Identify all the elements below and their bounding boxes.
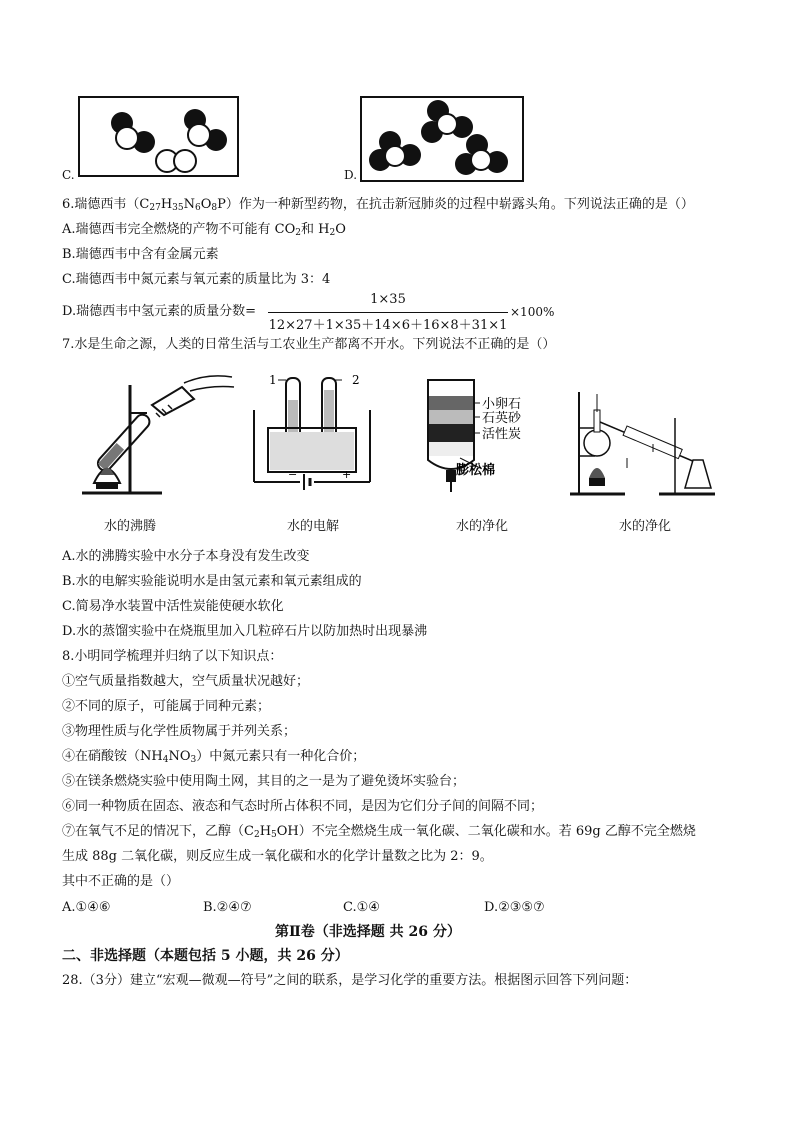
distillation-apparatus-figure: [565, 388, 725, 498]
layer-cotton-label: 膨松棉: [456, 463, 496, 478]
tube-2-label: 2: [352, 373, 360, 387]
fraction-denominator: 12×27＋1×35＋14×6＋16×8＋31×1: [268, 318, 508, 333]
q6-fraction: [268, 292, 508, 336]
q8-item-7-cont: 生成 88g 二氧化碳，则反应生成一氧化碳和水的化学计量数之比为 2：9。: [62, 849, 493, 864]
q8-option-d: D.②③⑤⑦: [484, 900, 545, 915]
part2-title: 第Ⅱ卷（非选择题 共 26 分）: [275, 924, 461, 940]
fraction-numerator: 1×35: [370, 292, 406, 307]
water-purifier-figure: [420, 378, 550, 498]
molecule-box-d: [360, 96, 524, 182]
q7-option-b: B.水的电解实验能说明水是由氢元素和氧元素组成的: [62, 574, 362, 589]
q8-option-a: A.①④⑥: [62, 900, 111, 915]
q8-item-4: ④在硝酸铵$(NH_4NO_3)$中氮元素只有一种化合价；: [62, 749, 366, 765]
caption-boiling: 水的沸腾: [103, 519, 156, 534]
q7-option-a: A.水的沸腾实验中水分子本身没有发生改变: [62, 549, 310, 564]
q6-option-d-suffix: ×100%: [510, 305, 555, 319]
q8-item-2: ②不同的原子，可能属于同种元素；: [62, 699, 271, 714]
q8-item-1: ①空气质量指数越大，空气质量状况越好；: [62, 674, 310, 689]
q6-option-b: B.瑞德西韦中含有金属元素: [62, 247, 219, 262]
layer-quartz-label: 石英砂: [482, 411, 522, 426]
layer-carbon-label: 活性炭: [482, 427, 522, 442]
option-c-label: C.: [62, 168, 75, 182]
molecule-diagram-d: [362, 98, 522, 180]
q8-stem: 8.小明同学梳理并归纳了以下知识点：: [62, 649, 283, 664]
electrolysis-apparatus-figure: [252, 370, 372, 495]
q8-option-b: B.②④⑦: [203, 900, 252, 915]
q6-stem: 6.瑞德西韦$(C_{27}H_{35}N_6O_8P)$作为一种新型药物，在抗击新冠肺炎的过程中崭露头角。下列说法正确的是（）: [62, 197, 694, 213]
option-d-label: D.: [344, 168, 358, 182]
part2-section-heading: 二、非选择题（本题包括 5 小题，共 26 分）: [62, 948, 349, 964]
q6-option-a: A.瑞德西韦完全燃烧的产物不可能有 $CO_2$和 $H_2O$: [62, 222, 346, 238]
q8-item-3: ③物理性质与化学性质物属于并列关系；: [62, 724, 297, 739]
q8-item-6: ⑥同一种物质在固态、液态和气态时所占体积不同，是因为它们分子间的间隔不同；: [62, 799, 544, 814]
fraction-bar: [268, 312, 508, 313]
q8-option-c: C.①④: [343, 900, 380, 915]
q8-item-5: ⑤在镁条燃烧实验中使用陶土网，其目的之一是为了避免烫坏实验台；: [62, 774, 466, 789]
q6-option-d-prefix: D.瑞德西韦中氢元素的质量分数=: [62, 304, 256, 319]
caption-electrolysis: 水的电解: [286, 519, 339, 534]
caption-purification: 水的净化: [455, 519, 508, 534]
q6-option-c: C.瑞德西韦中氮元素与氧元素的质量比为 3：4: [62, 272, 331, 287]
q8-ask: 其中不正确的是（）: [62, 874, 180, 889]
layer-pebbles-label: 小卵石: [482, 397, 522, 412]
tube-1-label: 1: [269, 373, 277, 387]
molecule-box-c: [78, 96, 239, 177]
molecule-diagram-c: [80, 98, 237, 175]
boiling-apparatus-figure: [72, 365, 242, 500]
caption-distillation: 水的净化: [618, 519, 671, 534]
minus-sign: −: [288, 468, 298, 481]
q28-stem: 28.（3分）建立“宏观—微观—符号”之间的联系，是学习化学的重要方法。根据图示回答下列问题：: [62, 973, 638, 988]
plus-sign: +: [342, 468, 352, 481]
q8-item-7: ⑦在氧气不足的情况下，乙醇$(C_2H_5OH)$不完全燃烧生成一氧化碳、二氧化碳和水。若 69g 乙醇不完全燃烧: [62, 824, 696, 840]
q7-option-d: D.水的蒸馏实验中在烧瓶里加入几粒碎石片以防加热时出现暴沸: [62, 624, 428, 639]
q7-stem: 7.水是生命之源，人类的日常生活与工农业生产都离不开水。下列说法不正确的是（）: [62, 337, 556, 352]
q7-option-c: C.简易净水装置中活性炭能使硬水软化: [62, 599, 284, 614]
